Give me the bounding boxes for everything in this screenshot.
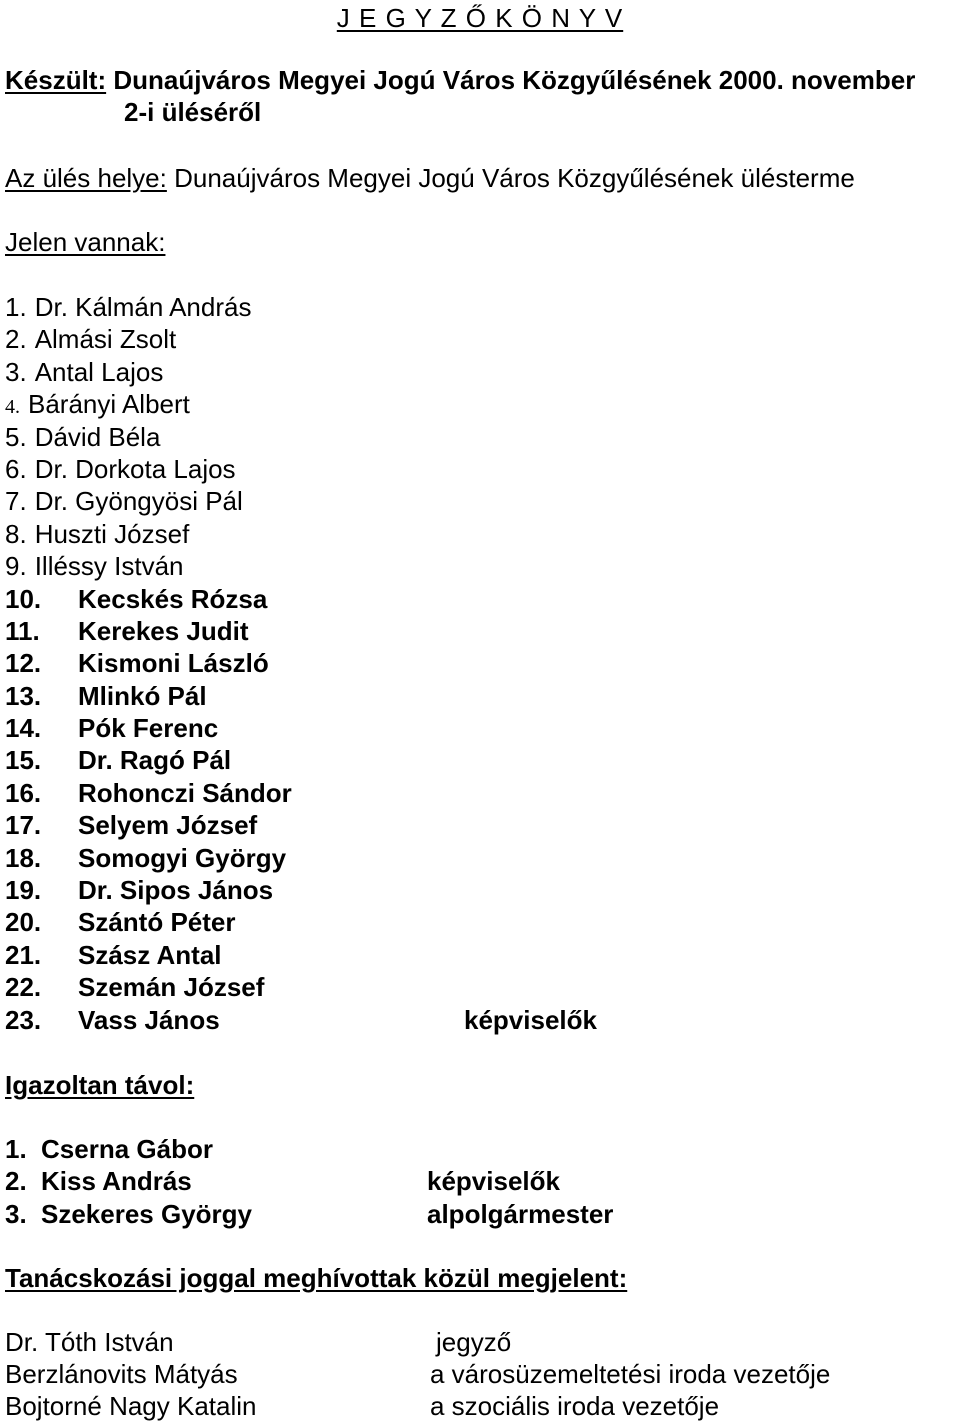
item-number: 13.: [5, 680, 42, 711]
member-name: Antal Lajos: [34, 356, 164, 387]
item-number: 20.: [5, 907, 42, 938]
list-item: [5, 712, 292, 744]
list-item: [5, 518, 292, 550]
item-number: 23.: [5, 1004, 42, 1035]
member-name: Dr. Dorkota Lajos: [34, 453, 236, 484]
role-label: alpolgármester: [427, 1198, 614, 1229]
made-label: Készült:: [5, 65, 107, 95]
item-number: 22.: [5, 972, 42, 1003]
list-item: [5, 356, 292, 388]
made-line: [5, 64, 915, 96]
item-number: 6.: [5, 453, 27, 484]
venue-text: Dunaújváros Megyei Jogú Város Közgyűlésének ülésterme: [174, 163, 855, 193]
list-item: [5, 291, 292, 323]
list-item: [5, 680, 292, 712]
role-label: képviselők: [464, 1004, 597, 1035]
list-item: [5, 1004, 597, 1036]
list-item: [5, 583, 292, 615]
list-item: [5, 809, 292, 841]
list-item: [5, 323, 292, 355]
item-number: 1.: [5, 292, 27, 322]
document-title: J E G Y Z Ő K Ö N Y V: [336, 3, 624, 33]
member-name: Rohonczi Sándor: [78, 777, 292, 808]
absent-list: [5, 1133, 614, 1230]
list-item: [5, 485, 292, 517]
member-name: Szántó Péter: [78, 907, 236, 938]
list-item: [5, 421, 292, 453]
venue-label: Az ülés helye:: [5, 163, 167, 193]
member-name: Bárányi Albert: [28, 389, 190, 420]
invited-heading: Tanácskozási joggal meghívottak közül megjelent:: [5, 1263, 628, 1293]
role-label: a szociális iroda vezetője: [430, 1391, 720, 1421]
invitee-name: Dr. Tóth István: [5, 1327, 174, 1357]
absent-heading: Igazoltan távol:: [5, 1070, 195, 1100]
item-number: 21.: [5, 939, 42, 970]
present-list: [5, 291, 597, 1036]
item-number: 8.: [5, 518, 27, 549]
present-heading: Jelen vannak:: [5, 227, 166, 257]
list-item: [5, 1133, 252, 1165]
list-item: [5, 874, 292, 906]
member-name: Kerekes Judit: [78, 615, 249, 646]
item-number: 17.: [5, 810, 42, 841]
made-text: Dunaújváros Megyei Jogú Város Közgyűlésének 2000. november: [113, 65, 916, 95]
item-number: 3.: [5, 1198, 27, 1229]
member-name: Szemán József: [78, 972, 265, 1003]
list-item: [5, 1198, 614, 1230]
list-item: [5, 615, 292, 647]
invited-list: [5, 1326, 831, 1422]
item-number: 5.: [5, 421, 27, 452]
invitee-name: Bojtorné Nagy Katalin: [5, 1391, 257, 1421]
member-name: Dr. Gyöngyösi Pál: [34, 486, 243, 517]
item-number: 18.: [5, 842, 42, 873]
item-number: 1.: [5, 1134, 27, 1164]
item-number: 19.: [5, 875, 42, 906]
member-name: Dr. Sipos János: [78, 875, 274, 906]
list-item: [5, 1358, 831, 1390]
item-number: 10.: [5, 583, 42, 614]
member-name: Pók Ferenc: [78, 713, 219, 744]
list-item: [5, 777, 292, 809]
made-text-continued: 2-i üléséről: [124, 97, 262, 127]
list-item: [5, 1326, 512, 1358]
list-item: [5, 906, 292, 938]
role-label: a városüzemeltetési iroda vezetője: [430, 1359, 831, 1389]
venue-line: [5, 162, 855, 194]
item-number: 7.: [5, 486, 27, 517]
member-name: Szekeres György: [41, 1198, 253, 1229]
role-label: jegyző: [436, 1327, 512, 1357]
member-name: Dávid Béla: [34, 421, 161, 452]
member-name: Vass János: [78, 1004, 220, 1035]
item-number: 11.: [5, 615, 40, 646]
member-name: Almási Zsolt: [34, 324, 177, 355]
list-item: [5, 1390, 720, 1422]
item-number: 3.: [5, 356, 27, 387]
list-item: [5, 1165, 560, 1197]
member-name: Illéssy István: [34, 551, 184, 582]
invitee-name: Berzlánovits Mátyás: [5, 1359, 238, 1389]
list-item: [5, 939, 292, 971]
list-item: [5, 744, 292, 776]
member-name: Huszti József: [34, 518, 190, 549]
list-item: [5, 388, 292, 420]
member-name: Kecskés Rózsa: [78, 583, 268, 614]
member-name: Szász Antal: [78, 939, 222, 970]
member-name: Kismoni László: [78, 648, 269, 679]
item-number: 2.: [5, 324, 27, 355]
member-name: Cserna Gábor: [41, 1134, 213, 1164]
item-number: 16.: [5, 777, 42, 808]
item-number: 9.: [5, 551, 27, 582]
item-number: 12.: [5, 648, 42, 679]
list-item: [5, 842, 292, 874]
member-name: Dr. Kálmán András: [34, 292, 252, 322]
list-item: [5, 647, 292, 679]
list-item: [5, 453, 292, 485]
item-number: 15.: [5, 745, 42, 776]
list-item: [5, 971, 292, 1003]
member-name: Somogyi György: [78, 842, 287, 873]
item-number: 4.: [5, 396, 20, 419]
member-name: Kiss András: [41, 1166, 192, 1197]
list-item: [5, 550, 292, 582]
role-label: képviselők: [427, 1166, 560, 1197]
item-number: 14.: [5, 713, 42, 744]
member-name: Mlinkó Pál: [78, 680, 207, 711]
member-name: Selyem József: [78, 810, 258, 841]
item-number: 2.: [5, 1166, 27, 1197]
member-name: Dr. Ragó Pál: [78, 745, 232, 776]
